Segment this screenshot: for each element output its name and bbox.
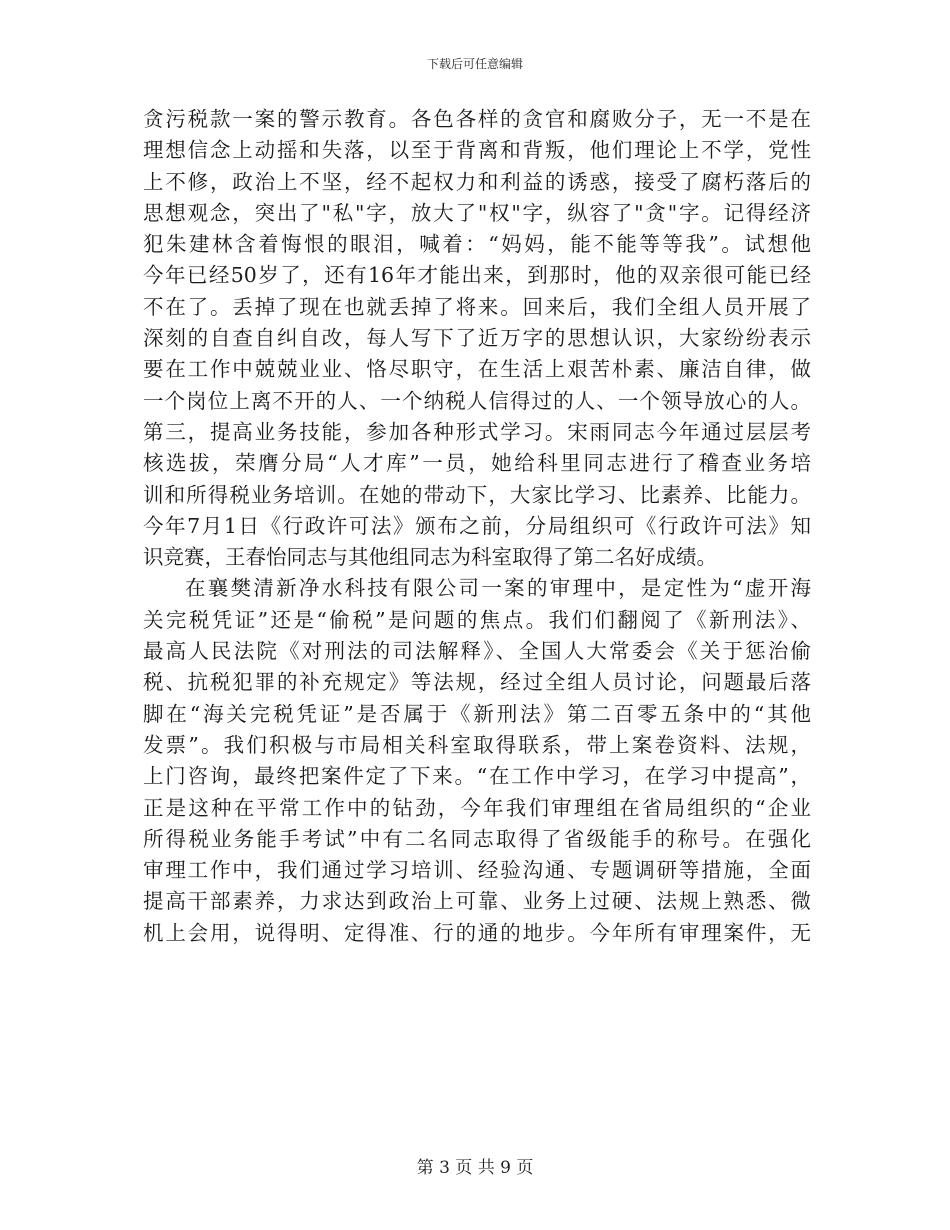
text-line: 理想信念上动摇和失落，以至于背离和背叛，他们理论上不学，党性 xyxy=(143,138,811,163)
text-line: 税、抗税犯罪的补充规定》等法规，经过全组人员讨论，问题最后落 xyxy=(143,670,811,695)
text-line: 要在工作中兢兢业业、恪尽职守，在生活上艰苦朴素、廉洁自律，做 xyxy=(143,357,811,382)
text-line: 识竞赛，王春怡同志与其他组同志为科室取得了第二名好成绩。 xyxy=(143,545,717,570)
text-line: 第三，提高业务技能，参加各种形式学习。宋雨同志今年通过层层考 xyxy=(143,419,811,444)
text-line: 最高人民法院《对刑法的司法解释》、全国人大常委会《关于惩治偷 xyxy=(143,639,811,664)
text-line: 今年7月1日《行政许可法》颁布之前，分局组织可《行政许可法》知 xyxy=(143,513,811,538)
page-header-note: 下载后可任意编辑 xyxy=(426,57,523,71)
text-line: 上门咨询，最终把案件定了下来。“在工作中学习，在学习中提高”， xyxy=(143,764,811,789)
text-line: 深刻的自查自纠自改，每人写下了近万字的思想认识，大家纷纷表示 xyxy=(143,326,811,351)
paragraph-1 xyxy=(143,104,811,573)
text-line: 训和所得税业务培训。在她的带动下，大家比学习、比素养、比能力。 xyxy=(143,482,811,507)
text-line: 贪污税款一案的警示教育。各色各样的贪官和腐败分子，无一不是在 xyxy=(143,107,811,131)
document-body xyxy=(143,104,811,949)
text-line: 思想观念，突出了"私"字，放大了"权"字，纵容了"贪"字。记得经济 xyxy=(143,200,811,225)
text-line: 机上会用，说得明、定得准、行的通的地步。今年所有审理案件，无 xyxy=(143,920,811,945)
text-line: 犯朱建林含着悔恨的眼泪，喊着：“妈妈，能不能等等我”。试想他 xyxy=(143,232,811,257)
paragraph-2 xyxy=(143,573,811,949)
text-line: 一个岗位上离不开的人、一个纳税人信得过的人、一个领导放心的人。 xyxy=(143,388,811,413)
text-line: 审理工作中，我们通过学习培训、经验沟通、专题调研等措施，全面 xyxy=(143,858,811,883)
text-line: 提高干部素养，力求达到政治上可靠、业务上过硬、法规上熟悉、微 xyxy=(143,889,811,914)
text-line: 所得税业务能手考试”中有二名同志取得了省级能手的称号。在强化 xyxy=(143,826,811,851)
text-line: 核选拔，荣膺分局“人才库”一员，她给科里同志进行了稽查业务培 xyxy=(143,451,811,476)
text-line: 正是这种在平常工作中的钻劲，今年我们审理组在省局组织的“企业 xyxy=(143,795,811,820)
text-line: 今年已经50岁了，还有16年才能出来，到那时，他的双亲很可能已经 xyxy=(143,263,811,288)
text-line: 发票”。我们积极与市局相关科室取得联系，带上案卷资料、法规， xyxy=(143,732,811,757)
page-number: 第 3 页 共 9 页 xyxy=(416,1158,534,1178)
text-line: 脚在“海关完税凭证”是否属于《新刑法》第二百零五条中的“其他 xyxy=(143,701,811,726)
text-line: 上不修，政治上不坚，经不起权力和利益的诱惑，接受了腐朽落后的 xyxy=(143,169,811,194)
text-line: 关完税凭证”还是“偷税”是问题的焦点。我们们翻阅了《新刑法》、 xyxy=(143,607,811,632)
text-line: 在襄樊清新净水科技有限公司一案的审理中，是定性为“虚开海 xyxy=(185,576,811,601)
text-line: 不在了。丢掉了现在也就丢掉了将来。回来后，我们全组人员开展了 xyxy=(143,294,811,319)
